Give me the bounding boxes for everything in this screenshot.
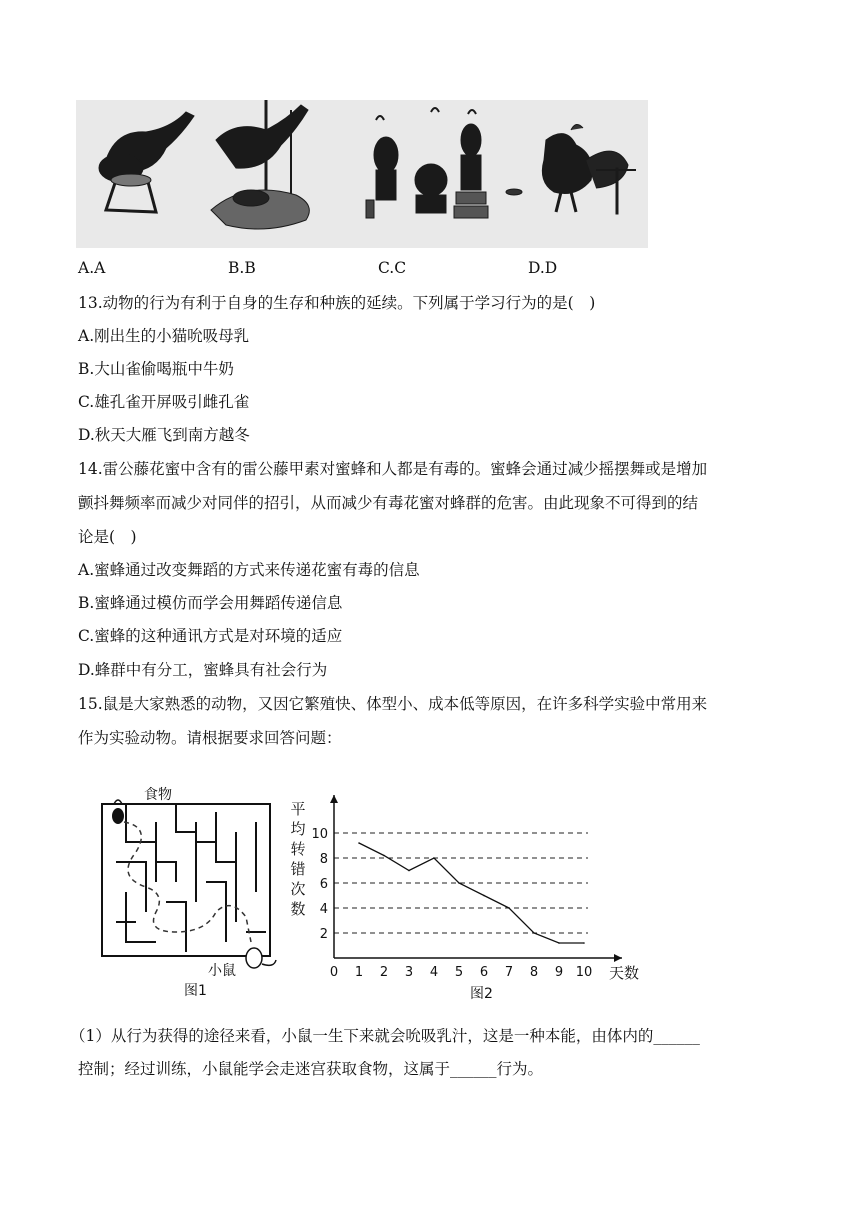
- q14-option-a[interactable]: A.蜜蜂通过改变舞蹈的方式来传递花蜜有毒的信息: [78, 561, 420, 579]
- q15-stem-line-2: 作为实验动物。请根据要求回答问题：: [78, 729, 342, 747]
- x-tick-label-10: 10: [575, 965, 593, 980]
- y-tick-label-1: 4: [319, 902, 328, 917]
- q15-sub1-line-1: （1）从行为获得的途径来看，小鼠一生下来就会吮吸乳汁，这是一种本能，由体内的______: [70, 1027, 700, 1045]
- q14-option-b[interactable]: B.蜜蜂通过模仿而学会用舞蹈传递信息: [78, 594, 343, 612]
- q14-option-c[interactable]: C.蜜蜂的这种通讯方式是对环境的适应: [78, 627, 343, 645]
- q12-option-a[interactable]: A.A: [78, 259, 106, 277]
- data-point-7: [533, 932, 535, 934]
- q15-sub1-line-2: 控制；经过训练，小鼠能学会走迷宫获取食物，这属于______行为。: [78, 1060, 544, 1078]
- q13-option-a[interactable]: A.刚出生的小猫吮吸母乳: [78, 327, 250, 345]
- tit-bird-drawing: [99, 112, 194, 212]
- x-tick-label-4: 4: [429, 965, 439, 980]
- x-tick-label-3: 3: [404, 965, 414, 980]
- y-axis-label-char-4: 次: [290, 880, 306, 898]
- x-tick-label-6: 6: [479, 965, 489, 980]
- y-axis-label-char-0: 平: [290, 800, 306, 818]
- maze-drawing: [96, 782, 280, 1002]
- data-point-9: [583, 942, 585, 944]
- illustration-drawings: [76, 100, 648, 248]
- food-label: 食物: [144, 787, 172, 803]
- y-tick-label-3: 8: [319, 852, 328, 867]
- y-axis-label-char-2: 转: [290, 840, 306, 858]
- figure-1-caption: 图1: [184, 983, 207, 999]
- q13-option-d[interactable]: D.秋天大雁飞到南方越冬: [78, 426, 250, 444]
- y-axis-label-char-5: 数: [290, 900, 306, 918]
- chimpanzee-drawing: [366, 108, 488, 218]
- data-point-4: [458, 882, 460, 884]
- x-tick-label-5: 5: [454, 965, 464, 980]
- q13-stem: 13.动物的行为有利于自身的生存和种族的延续。下列属于学习行为的是( ): [78, 294, 596, 312]
- y-tick-label-0: 2: [319, 927, 328, 942]
- figure-1-maze: [96, 782, 280, 1002]
- mouse-icon: [246, 948, 276, 968]
- figure-2-chart: [286, 790, 652, 1002]
- x-tick-label-9: 9: [554, 965, 564, 980]
- y-axis-arrow: [330, 795, 338, 803]
- behavior-illustration: [76, 100, 648, 248]
- figure-2-caption: 图2: [470, 986, 493, 1002]
- q12-option-c[interactable]: C.C: [378, 259, 407, 277]
- y-tick-label-4: 10: [311, 827, 328, 842]
- x-tick-label-1: 1: [354, 965, 364, 980]
- mouse-label: 小鼠: [208, 963, 236, 979]
- x-tick-label-2: 2: [379, 965, 389, 980]
- q13-option-b[interactable]: B.大山雀偷喝瓶中牛奶: [78, 360, 234, 378]
- x-axis-label: 天数: [608, 964, 640, 982]
- q14-option-d[interactable]: D.蜂群中有分工，蜜蜂具有社会行为: [78, 661, 328, 679]
- y-tick-label-2: 6: [319, 877, 328, 892]
- x-tick-label-0: 0: [329, 965, 339, 980]
- data-point-6: [508, 907, 510, 909]
- rooster-drawing: [506, 124, 636, 214]
- cardinal-bird-drawing: [211, 100, 309, 229]
- data-point-0: [358, 842, 360, 844]
- q12-option-b[interactable]: B.B: [228, 259, 256, 277]
- q14-stem-line-3: 论是( ): [78, 528, 137, 546]
- q15-stem-line-1: 15.鼠是大家熟悉的动物，又因它繁殖快、体型小、成本低等原因，在许多科学实验中常用来: [78, 695, 708, 713]
- line-chart: [286, 790, 652, 1002]
- data-point-2: [408, 870, 410, 872]
- data-point-8: [558, 942, 560, 944]
- y-axis-label-char-3: 错: [290, 860, 306, 878]
- x-tick-label-8: 8: [529, 965, 539, 980]
- q12-option-d[interactable]: D.D: [528, 259, 558, 277]
- q12-options: [78, 259, 678, 283]
- x-tick-label-7: 7: [504, 965, 514, 980]
- y-axis-label-char-1: 均: [290, 820, 306, 838]
- x-axis-arrow: [614, 954, 622, 962]
- q14-stem-line-2: 颤抖舞频率而减少对同伴的招引，从而减少有毒花蜜对蜂群的危害。由此现象不可得到的结: [78, 494, 699, 512]
- q13-option-c[interactable]: C.雄孔雀开屏吸引雌孔雀: [78, 393, 250, 411]
- q14-stem-line-1: 14.雷公藤花蜜中含有的雷公藤甲素对蜜蜂和人都是有毒的。蜜蜂会通过减少摇摆舞或是增加: [78, 460, 708, 478]
- data-point-5: [483, 895, 485, 897]
- data-point-1: [383, 855, 385, 857]
- data-point-3: [433, 857, 435, 859]
